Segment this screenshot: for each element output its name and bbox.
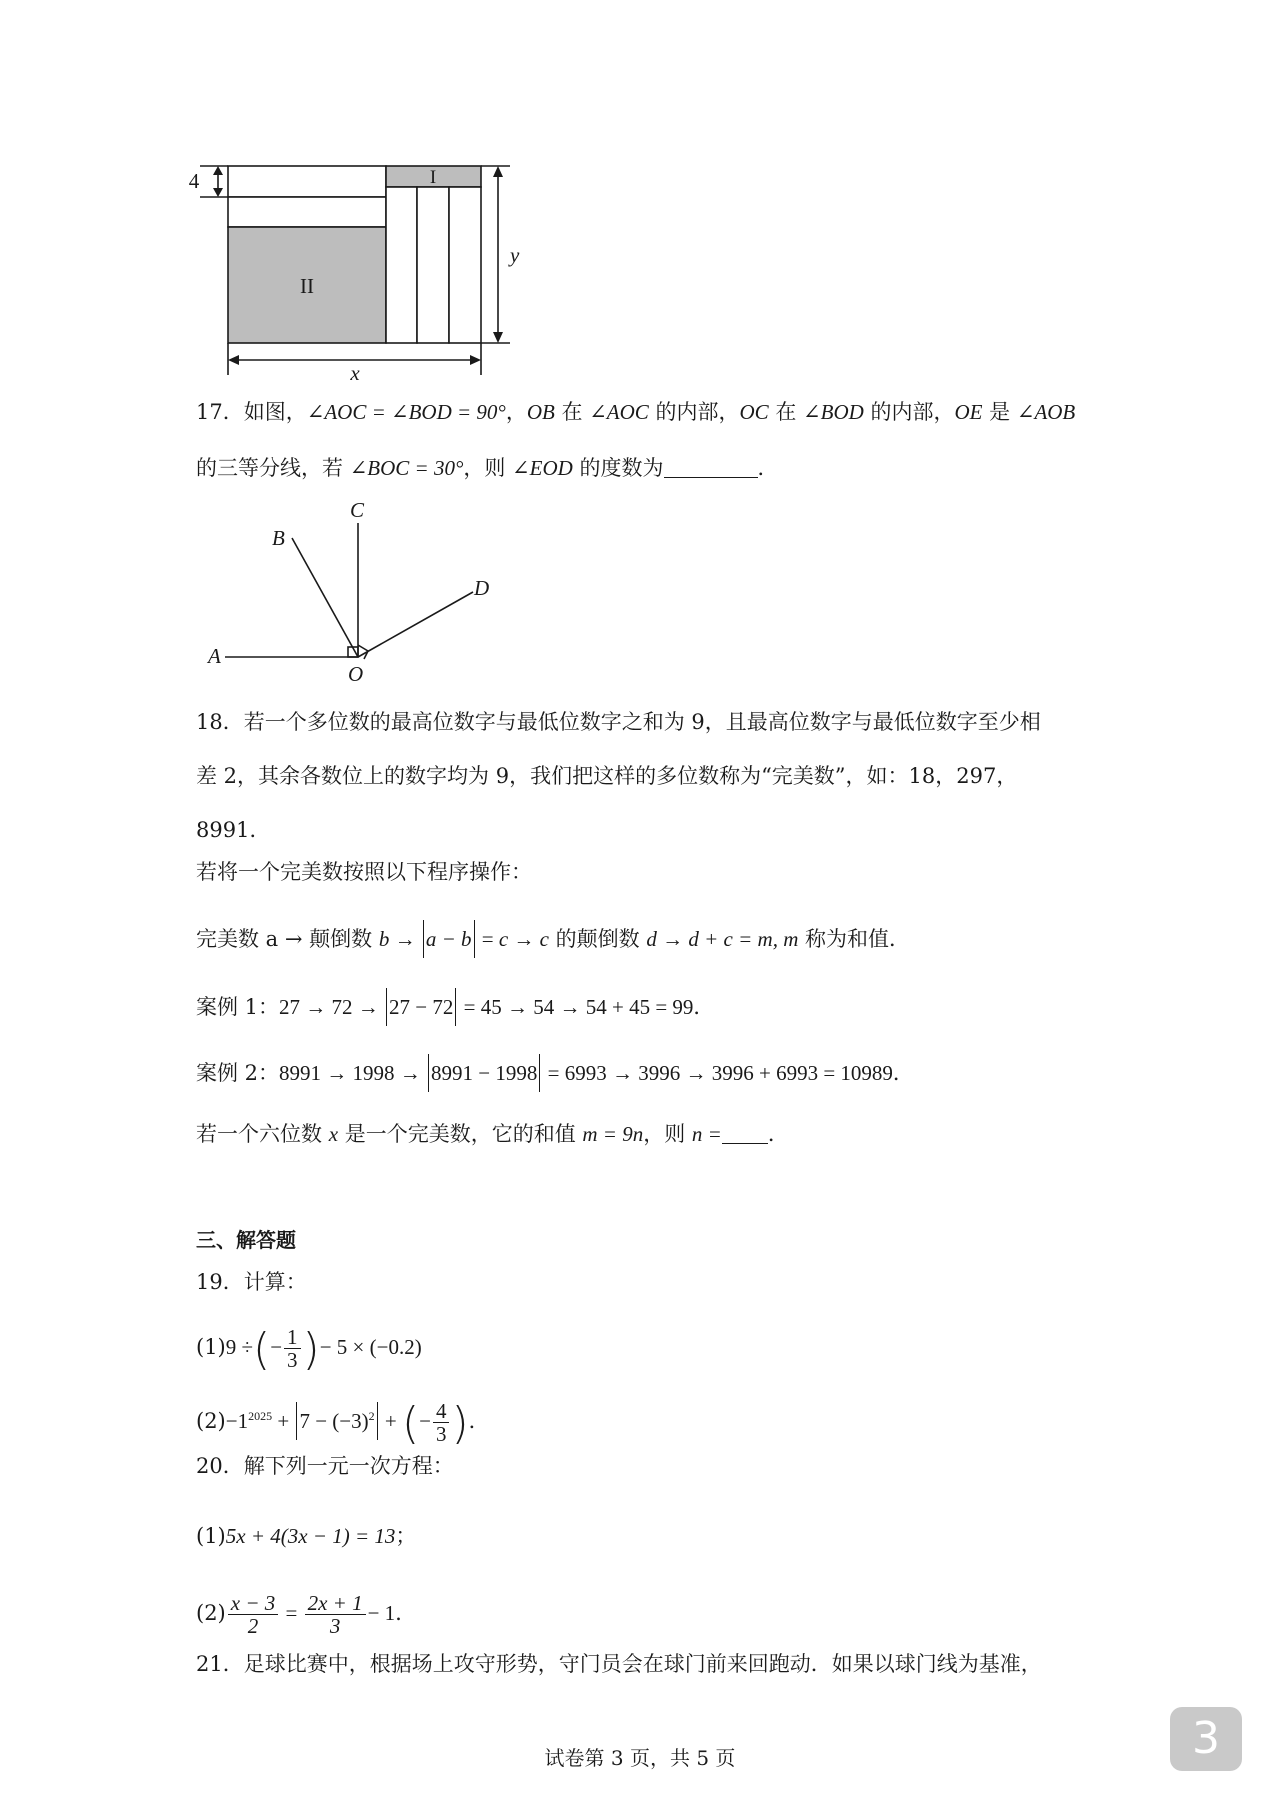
q17-line1: 17．如图，∠AOC = ∠BOD = 90°，OB 在 ∠AOC 的内部，OC 在 ∠BOD 的内部，OE 是 ∠AOB [196,400,1076,424]
page-number-badge: 3 [1170,1707,1242,1771]
q20-fraction-1: $\frac{x - 3}{2}$ [228,1592,279,1637]
label-B: B [272,526,285,550]
q19-fraction-2: $\frac{4}{3}$ [433,1400,450,1445]
q18-question: 若一个六位数 x 是一个完美数，它的和值 m = 9n，则 n = ． [196,1122,789,1146]
q18-case2: 案例 2：8991 → 1998 → 8991 − 1998 = 6993 → 3996 → 3996 + 6993 = 10989． [196,1054,914,1092]
q19-part1: (1)9 ÷(− $\frac{1}{3}$ )− 5 × (−0.2) [196,1324,422,1375]
label-region-1: I [429,167,437,188]
label-y: y [510,243,520,267]
label-O: O [348,662,364,685]
q20-part1: (1)5x + 4(3x − 1) = 13； [196,1524,417,1548]
q20-part2: (2) $\frac{x - 3}{2}$ = $\frac{2x + 1}{3}$ − 1． [196,1591,417,1638]
label-A: A [208,644,221,668]
q19-part2: $(2)-1^{2025} + 7 - (-3)^2$ + (− $\frac{4}{3}$ )． [196,1398,490,1449]
q21-line1: 21．足球比赛中，根据场上攻守形势，守门员会在球门前来回跑动．如果以球门线为基准， [196,1652,1042,1676]
q19-fraction-1: $\frac{1}{3}$ [284,1326,301,1371]
label-region-2: II [300,274,314,298]
q18-answer-blank [722,1123,768,1144]
rectangle-figure [180,150,540,390]
q18-program: 完美数 a → 颠倒数 b → a − b = c → c 的颠倒数 d → d + c = m, m 称为和值． [196,920,910,958]
label-D: D [474,576,490,600]
label-C: C [350,498,365,522]
q17-line2: 的三等分线，若 ∠BOC = 30°，则 ∠EOD 的度数为 ． [196,456,779,480]
section-title: 三、解答题 [196,1228,296,1252]
q18-case1: 案例 1：27 → 72 → 27 − 72 = 45 → 54 → 54 + 45 = 99． [196,988,714,1026]
q20-title: 20．解下列一元一次方程： [196,1454,454,1478]
page-footer: 试卷第 3 页，共 5 页 [544,1746,736,1770]
q18-line1: 18．若一个多位数的最高位数字与最低位数字之和为 9，且最高位数字与最低位数字至少相 [196,710,1041,734]
q18-line3: 8991． [196,818,271,842]
angle-figure [190,495,510,685]
label-x: x [350,361,360,385]
q19-title: 19．计算： [196,1270,307,1294]
label-4: 4 [188,169,200,193]
q20-fraction-2: $\frac{2x + 1}{3}$ [305,1592,366,1637]
q17-answer-blank [664,457,758,478]
q18-line4: 若将一个完美数按照以下程序操作： [196,860,532,884]
q18-line2: 差 2，其余各数位上的数字均为 9，我们把这样的多位数称为“完美数”，如：18，297， [196,764,1018,788]
